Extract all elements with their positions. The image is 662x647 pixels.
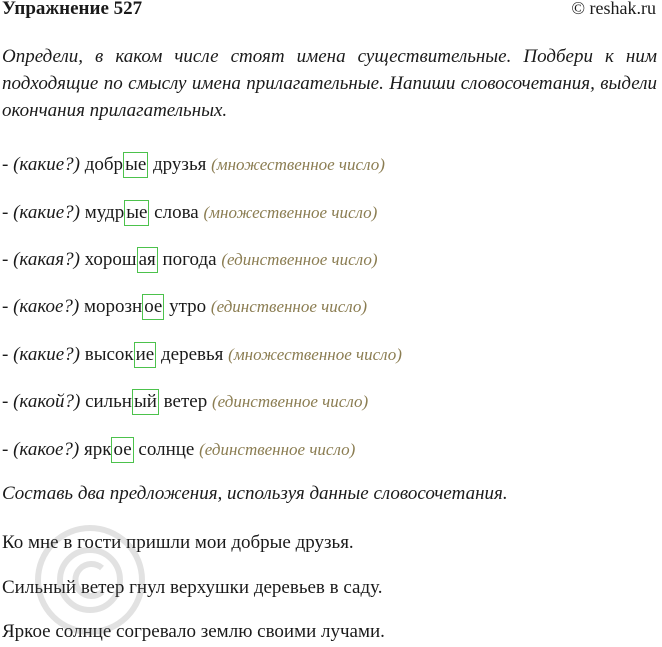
number-note: (множественное число) <box>211 155 385 174</box>
noun: солнце <box>138 439 195 460</box>
number-note: (множественное число) <box>203 203 378 222</box>
phrase-question: - (какое?) <box>2 296 80 317</box>
number-note: (множественное число) <box>228 345 402 364</box>
number-note: (единственное число) <box>221 250 378 269</box>
adjective-stem: ярк <box>84 439 112 460</box>
noun: деревья <box>160 344 224 365</box>
adjective-stem: мудр <box>84 202 125 223</box>
noun: слова <box>154 202 199 223</box>
phrase-question: - (какие?) <box>2 344 80 365</box>
sentence: Яркое солнце согревало землю своими лучами. <box>2 621 385 642</box>
phrase-row <box>2 200 377 226</box>
phrase-row <box>2 294 367 320</box>
phrase-row <box>2 389 368 415</box>
sentence: Сильный ветер гнул верхушки деревьев в саду. <box>2 577 383 598</box>
adjective-ending: ые <box>123 152 148 178</box>
sentence: Ко мне в гости пришли мои добрые друзья. <box>2 532 354 553</box>
adjective-ending: ое <box>111 437 133 463</box>
phrase-question: - (какая?) <box>2 249 80 270</box>
task-text: Определи, в каком числе стоят имена существительные. Подбери к ним подходящие по смыслу имена прилагательные. Напиши словосочетания, выдели окончания прилагательных. <box>2 46 657 121</box>
adjective-ending: ая <box>137 247 158 273</box>
phrase-question: - (какие?) <box>2 154 80 175</box>
phrase-row <box>2 247 377 273</box>
adjective-stem: добр <box>84 154 124 175</box>
number-note: (единственное число) <box>211 392 369 411</box>
phrase-question: - (какие?) <box>2 202 80 223</box>
adjective-stem: морозн <box>84 296 143 317</box>
exercise-title: Упражнение 527 <box>2 0 143 19</box>
phrase-question: - (какое?) <box>2 439 80 460</box>
adjective-ending: ое <box>142 294 164 320</box>
copyright-text: © reshak.ru <box>571 0 656 18</box>
task2-text: Составь два предложения, используя данные словосочетания. <box>2 483 508 504</box>
phrase-question: - (какой?) <box>2 391 81 412</box>
noun: друзья <box>153 154 207 175</box>
adjective-ending: ый <box>132 389 159 415</box>
adjective-stem: сильн <box>85 391 132 412</box>
noun: ветер <box>163 391 208 412</box>
page-header <box>0 0 662 26</box>
noun: погода <box>162 249 217 270</box>
noun: утро <box>169 296 207 317</box>
adjective-stem: хорош <box>84 249 137 270</box>
phrase-row <box>2 152 385 178</box>
adjective-ending: ые <box>124 200 149 226</box>
adjective-stem: высок <box>84 344 134 365</box>
number-note: (единственное число) <box>199 440 356 459</box>
adjective-ending: ие <box>134 342 157 368</box>
phrase-row <box>2 437 355 463</box>
phrase-row <box>2 342 402 368</box>
number-note: (единственное число) <box>210 297 368 316</box>
